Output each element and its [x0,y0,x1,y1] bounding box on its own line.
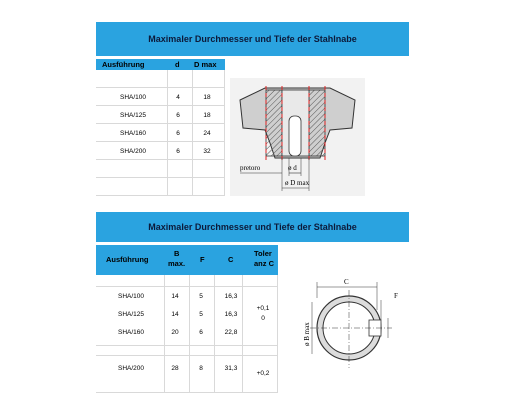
table2-row-2-c: 16,3 [224,310,238,318]
table1-row-3-model: SHA/160 [119,129,147,137]
table1-header [96,59,225,70]
table2-title-text: Maximaler Durchmesser und Tiefe der Stahlnabe [148,222,357,232]
table2-header-f: F [200,255,205,264]
table1-row-2-model: SHA/125 [119,111,147,119]
table1-row-4-dmax: 32 [203,147,211,155]
table2-header-anzc: anz C [254,259,275,268]
label-d: ø d [288,164,297,172]
table2-row-1-c: 16,3 [224,292,238,300]
table2-row-2-model: SHA/125 [117,310,145,318]
table1-row-2-dmax: 18 [203,111,211,119]
table1-row-3-d: 6 [176,129,180,137]
table2-row-2-f: 5 [199,310,203,318]
table2-row-3-b: 20 [171,328,179,336]
table2-header [96,245,278,275]
table2-header-bmax: max. [168,259,186,268]
table2-row-3-c: 22,8 [224,328,238,336]
table2-title [96,212,409,242]
table1-header-ausfuehrung: Ausführung [102,60,145,69]
table2-header-b: B [174,249,180,258]
table1-row-3-dmax: 24 [203,129,211,137]
table2-row-1-model: SHA/100 [117,292,145,300]
label-c: C [344,278,349,286]
table1-row-1-model: SHA/100 [119,93,147,101]
hub-circle-drawing [290,270,410,372]
table1-row-1-dmax: 18 [203,93,211,101]
table2-tolerance-1: +0,1 [256,304,270,312]
table1-title [96,22,409,56]
table2-row-3-model: SHA/160 [117,328,145,336]
table2-row-3-f: 6 [199,328,203,336]
label-dmax: ø D max [285,179,310,187]
table2-row-4-c: 31,3 [224,364,238,372]
table1-row-2-d: 6 [176,111,180,119]
table2-row-4-b: 28 [171,364,179,372]
table2-row-2-b: 14 [171,310,179,318]
table1-header-d: d [175,60,180,69]
hub-section-drawing [230,78,365,196]
table2-row-1-b: 14 [171,292,179,300]
table1-header-dmax: D max [194,60,217,69]
table1-row-1-d: 4 [176,93,180,101]
table2-row-1-f: 5 [199,292,203,300]
table2-tolerance-1b: 0 [261,314,265,322]
table1-title-text: Maximaler Durchmesser und Tiefe der Stahlnabe [148,34,357,44]
table1-row-4-model: SHA/200 [119,147,147,155]
table2-header-c: C [228,255,234,264]
table2-row-4-f: 8 [199,364,203,372]
table2-tolerance-2: +0,2 [256,369,270,377]
table2-row-4-model: SHA/200 [117,364,145,372]
label-pretoro: pretoro [240,164,261,172]
label-f: F [394,292,398,300]
label-b: ø B max [303,322,311,346]
table2-header-ausfuehrung: Ausführung [106,255,149,264]
table1-row-4-d: 6 [176,147,180,155]
table2-header-toler: Toler [254,249,272,258]
